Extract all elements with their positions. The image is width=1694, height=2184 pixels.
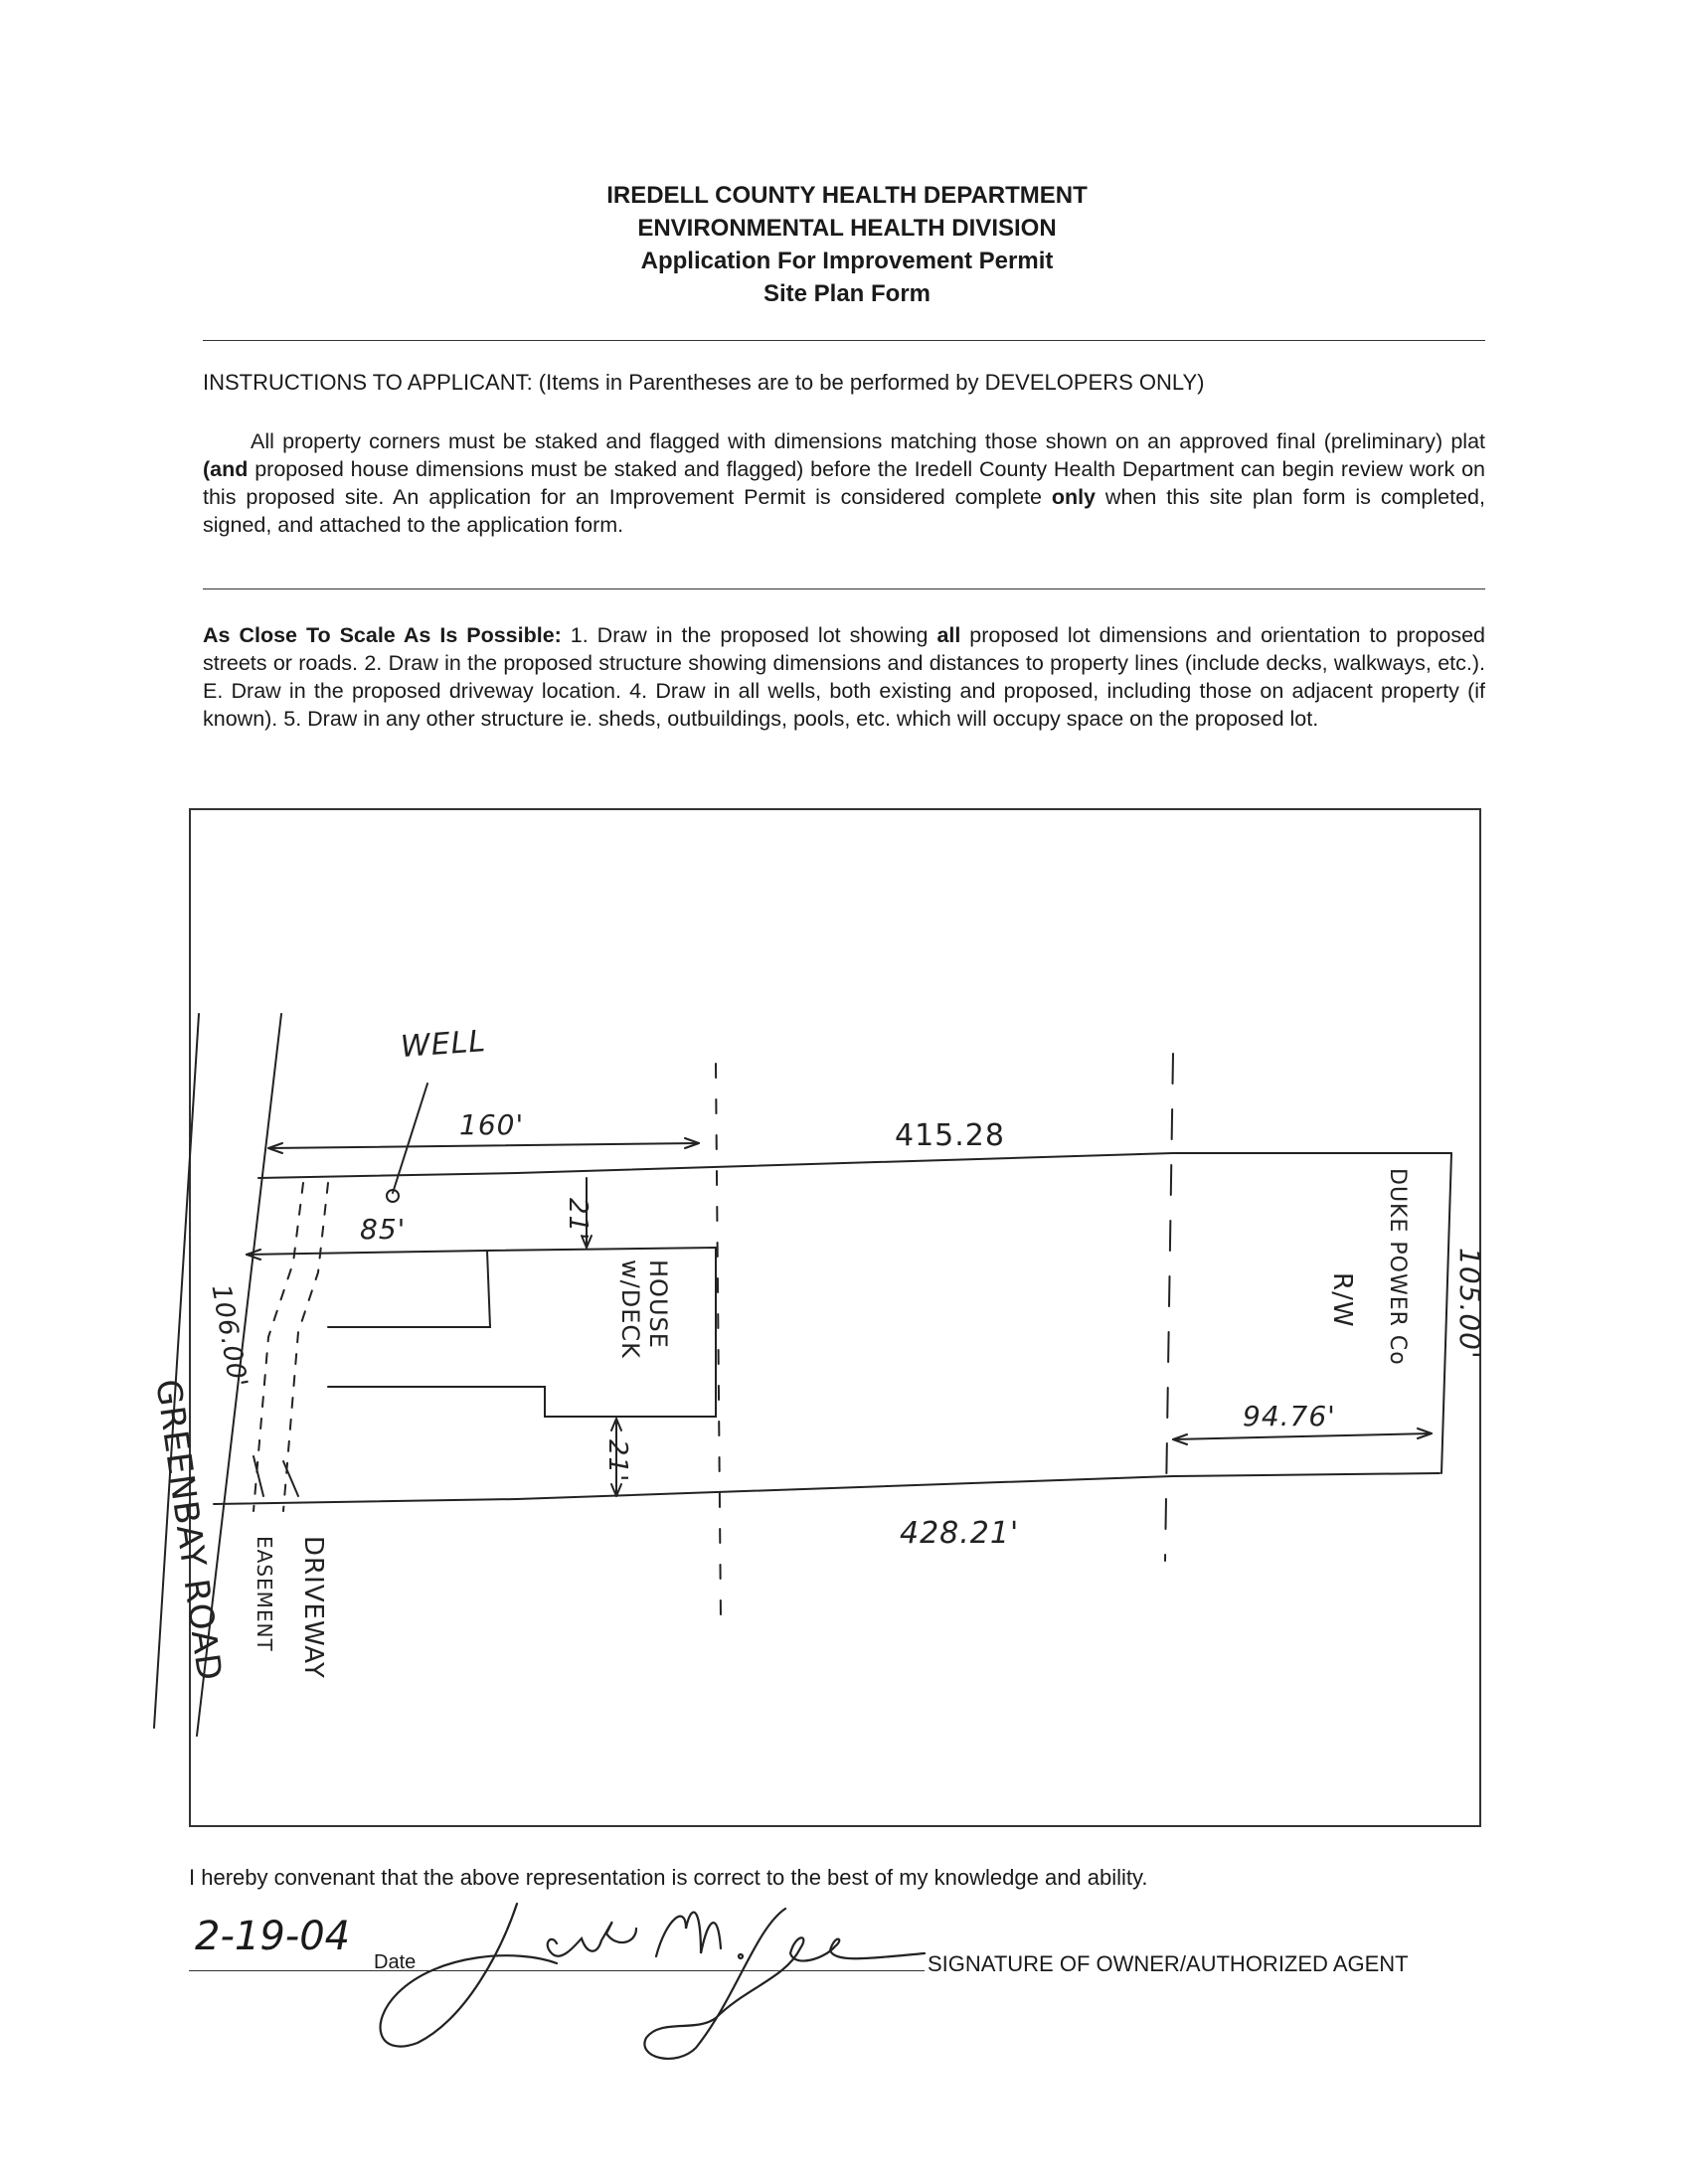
dim-21-top-label: 21' [563,1198,593,1242]
para1-text-c: proposed house dimensions must be staked and flagged) before the Iredell County Health Department can begin review work on this proposed site. An application for an Improvement Permit is considered complete [203,457,1485,509]
para2-text-a: As Close To Scale As Is Possible: [203,623,562,647]
date-value: 2-19-04 [195,1914,351,1959]
form-title: Site Plan Form [762,280,932,307]
signature-stroke-ack [548,1923,636,1956]
para1-text-e: when this site plan form is completed, signed, and attached to the application form. [203,485,1485,537]
para2-text-c: all [936,623,961,647]
department-title: IREDELL COUNTY HEALTH DEPARTMENT [606,182,1088,209]
signature-label: SIGNATURE OF OWNER/AUTHORIZED AGENT [928,1951,1409,1976]
application-title: Application For Improvement Permit [640,248,1054,274]
dim-21-bottom-label: 21' [602,1439,632,1483]
signature-stroke-l [644,1909,925,2059]
signature-dot [739,1954,743,1958]
para1-text-b: (and [203,457,249,481]
dim-top-label: 415.28 [895,1118,1005,1153]
duke-power-label: DUKE POWER Co [1385,1168,1410,1366]
signature-stroke-j [381,1904,557,2047]
signature-stroke-m [656,1913,721,1956]
para2-text-b: 1. Draw in the proposed lot showing [561,623,937,647]
para1-text-d: only [1051,485,1097,509]
dim-85-label: 85' [360,1213,407,1246]
dim-bottom-label: 428.21' [900,1516,1020,1551]
dim-94-label: 94.76' [1243,1400,1336,1432]
easement-label: EASEMENT [253,1536,276,1652]
dim-105-label: 105.00' [1453,1248,1486,1360]
covenant-statement: I hereby convenant that the above representation is correct to the best of my knowledge and ability. [189,1865,1148,1890]
instructions-title: INSTRUCTIONS TO APPLICANT: (Items in Parentheses are to be performed by DEVELOPERS ONLY) [203,370,1205,395]
house-label: HOUSE w/DECK [616,1260,672,1359]
dim-106-label: 106.00' [205,1282,254,1391]
dim-160-label: 160' [459,1108,525,1141]
driveway-label: DRIVEWAY [298,1536,328,1679]
well-label: WELL [399,1024,488,1065]
date-label: Date [374,1951,417,1973]
para1-text-a: All property corners must be staked and flagged with dimensions matching those shown on an approved final (preliminary) plat [251,429,1485,453]
para2-text-d: proposed lot dimensions and orientation to proposed streets or roads. 2. Draw in the proposed structure showing dimensions and distances to property lines (include decks, walkways, etc.). E. Draw in the proposed driveway location. 4. Draw in all wells, both existing and proposed, including those on adjacent property (if known). 5. Draw in any other structure ie. sheds, outbuildings, pools, etc. which will occupy space on the proposed lot. [203,623,1485,731]
road-label: GREENBAY ROAD [147,1377,230,1684]
rw-label: R/W [1327,1272,1357,1328]
division-title: ENVIRONMENTAL HEALTH DIVISION [637,215,1057,242]
